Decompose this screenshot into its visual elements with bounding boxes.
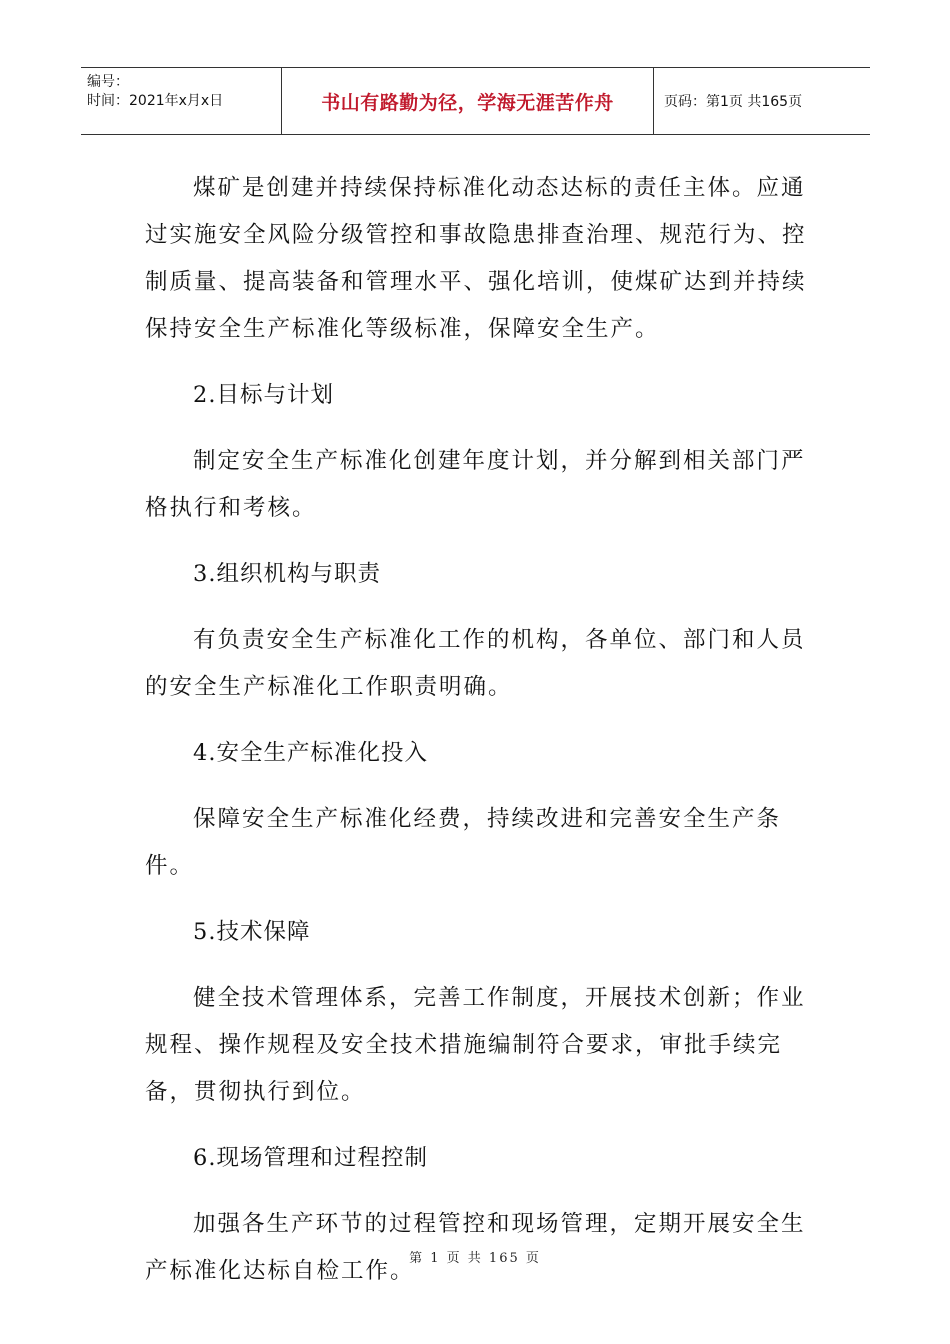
header-page-info [654,68,870,134]
paragraph: 健全技术管理体系，完善工作制度，开展技术创新；作业规程、操作规程及安全技术措施编制符合要求，审批手续完备，贯彻执行到位。 [145,985,806,1105]
paragraph: 有负责安全生产标准化工作的机构，各单位、部门和人员的安全生产标准化工作职责明确。 [145,627,806,700]
section-heading: 4.安全生产标准化投入 [193,740,428,766]
section-heading: 3.组织机构与职责 [193,561,381,587]
paragraph: 保障安全生产标准化经费，持续改进和完善安全生产条件。 [145,806,782,879]
motto-text: 书山有路勤为径，学海无涯苦作舟 [321,91,614,114]
paragraph: 制定安全生产标准化创建年度计划，并分解到相关部门严格执行和考核。 [145,448,806,521]
page-header [81,67,870,135]
header-motto-cell [282,68,654,134]
section-heading: 6.现场管理和过程控制 [193,1145,428,1171]
section-heading: 2.目标与计划 [193,382,334,408]
document-body [145,165,815,1314]
page-footer: 第 1 页 共 165 页 [409,1251,541,1266]
paragraph: 加强各生产环节的过程管控和现场管理，定期开展安全生产标准化达标自检工作。 [145,1211,806,1284]
number-label: 编号： [87,74,129,90]
section-heading: 5.技术保障 [193,919,311,945]
date-label: 时间：2021年x月x日 [87,93,224,109]
paragraph: 煤矿是创建并持续保持标准化动态达标的责任主体。应通过实施安全风险分级管控和事故隐患排查治理、规范行为、控制质量、提高装备和管理水平、强化培训，使煤矿达到并持续保持安全生产标准化等级标准，保障安全生产。 [145,175,807,342]
header-meta [81,68,282,134]
page-info-text: 页码：第1页 共165页 [664,94,803,110]
